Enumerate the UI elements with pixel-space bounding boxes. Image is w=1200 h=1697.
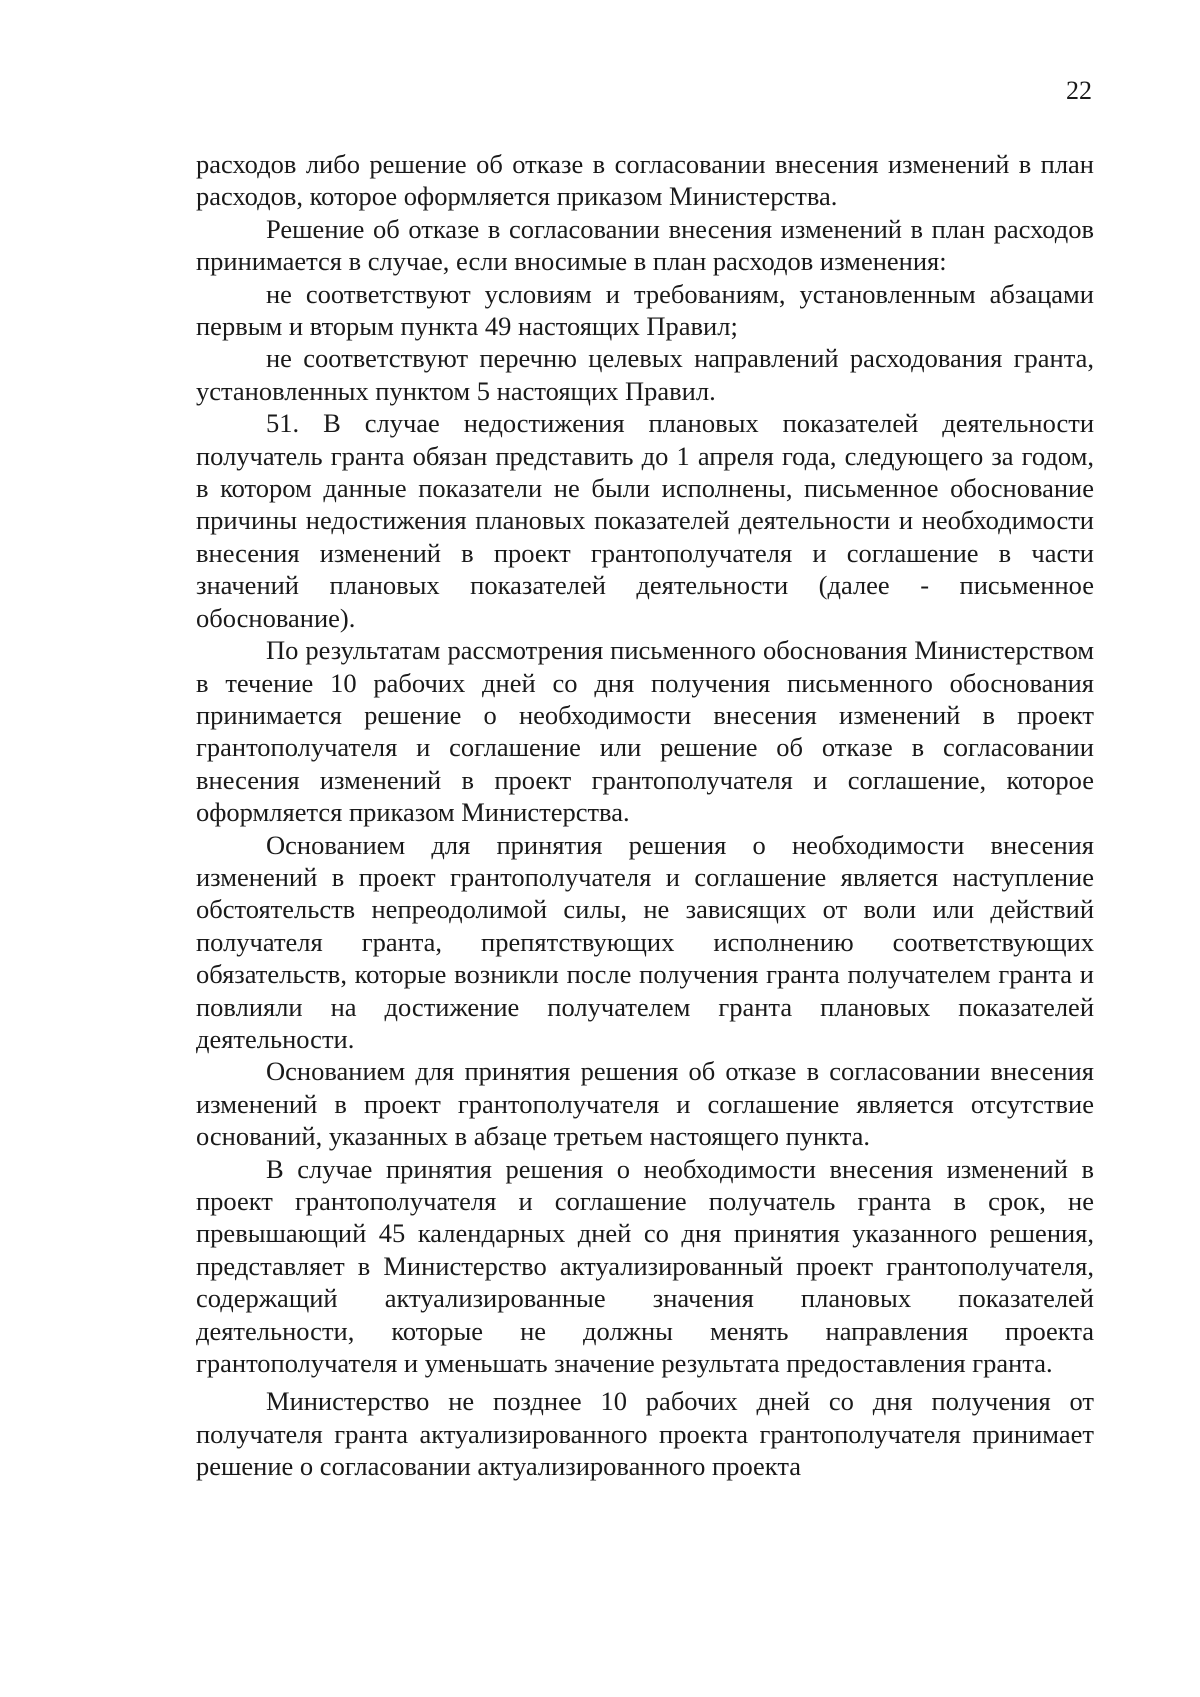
list-item-condition-1: не соответствуют условиям и требованиям, установленным абзацами первым и вторым пункта 49 настоящих Правил; <box>196 278 1094 342</box>
document-body <box>196 148 1094 1483</box>
paragraph-continuation: расходов либо решение об отказе в согласовании внесения изменений в план расходов, которое оформляется приказом Министерства. <box>196 149 1094 212</box>
list-item-condition-2: не соответствуют перечню целевых направлений расходования гранта, установленных пунктом 5 настоящих Правил. <box>196 343 1094 406</box>
paragraph-review-results: По результатам рассмотрения письменного обоснования Министерством в течение 10 рабочих дней со дня получения письменного обоснования принимается решение о необходимости внесения изменений в проект грантополучателя и соглашение или решение об отказе в согласовании внесения изменений в проект грантополучателя и соглашение, которое оформляется приказом Министерства. <box>196 635 1094 828</box>
paragraph-updated-project: В случае принятия решения о необходимости внесения изменений в проект грантополучателя и соглашение получатель гранта в срок, не превышающий 45 календарных дней со дня принятия указанного решения, представляет в Министерство актуализированный проект грантополучателя, содержащий актуализированные значения плановых показателей деятельности, которые не должны менять направления проекта грантополучателя и уменьшать значение результата предоставления гранта. <box>196 1153 1094 1379</box>
paragraph-refusal-conditions: Решение об отказе в согласовании внесения изменений в план расходов принимается в случае, если вносимые в план расходов изменения: <box>196 213 1094 277</box>
paragraph-clause-51: 51. В случае недостижения плановых показателей деятельности получатель гранта обязан представить до 1 апреля года, следующего за годом, в котором данные показатели не были исполнены, письменное обоснование причины недостижения плановых показателей деятельности и необходимости внесения изменений в проект грантополучателя и соглашение в части значений плановых показателей деятельности (далее - письменное обоснование). <box>196 408 1094 633</box>
paragraph-grounds-for-refusal: Основанием для принятия решения об отказе в согласовании внесения изменений в проект грантополучателя и соглашение является отсутствие оснований, указанных в абзаце третьем настоящего пункта. <box>196 1056 1094 1152</box>
paragraph-grounds-for-changes: Основанием для принятия решения о необходимости внесения изменений в проект грантополучателя и соглашение является наступление обстоятельств непреодолимой силы, не зависящих от воли или действий получателя гранта, препятствующих исполнению соответствующих обязательств, которые возникли после получения гранта получателем гранта и повлияли на достижение получателем гранта плановых показателей деятельности. <box>196 829 1094 1054</box>
paragraph-ministry-decision: Министерство не позднее 10 рабочих дней со дня получения от получателя гранта актуализированного проекта грантополучателя принимает решение о согласовании актуализированного проекта <box>196 1386 1094 1482</box>
page-number: 22 <box>1066 76 1092 105</box>
